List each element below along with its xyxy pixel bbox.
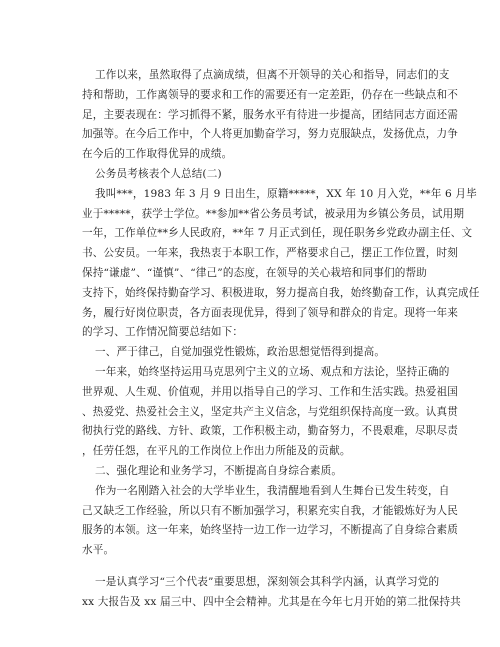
paragraph-gap [82, 561, 420, 573]
text-line: 工作以来，虽然取得了点滴成绩，但离不开领导的关心和指导，同志们的支 [95, 69, 450, 81]
text-line: 一年来，始终坚持运用马克思列宁主义的立场、观点和方法论，坚持正确的 [95, 365, 450, 378]
text-line: 世界观、人生观、价值观，并用以指导自己的学习、工作和生活实践。热爱祖国 [82, 385, 459, 398]
document-body [82, 66, 480, 613]
text-line: 在今后的工作取得优异的成绩。 [82, 148, 233, 161]
text-line: 支持下，始终保持勤奋学习、积极进取，努力提高自我，始终勤奋工作，认真完成任 [82, 286, 480, 299]
text-line: 公务员考核表个人总结(二) [95, 167, 222, 180]
text-line: 加强等。在今后工作中，个人将更加勤奋学习，努力克服缺点，发扬优点，力争 [82, 128, 459, 141]
text-line: xx 大报告及 xx 届三中、四中全会精神。尤其是在今年七月开始的第二批保持共 [82, 595, 461, 608]
text-line: 业于*****，获学士学位。**参加**省公务员考试，被录用为乡镇公务员，试用期 [82, 207, 465, 220]
text-line: 、热爱党、热爱社会主义，坚定共产主义信念，与党组织保持高度一致。认真贯 [82, 405, 459, 418]
text-line: 一是认真学习“三个代表”重要思想，深刻领会其科学内涵，认真学习党的 [95, 575, 440, 588]
text-line: 书、公安员。一年来，我热衷于本职工作，严格要求自己，摆正工作位置，时刻 [82, 247, 459, 260]
text-line: 一年，工作单位**乡人民政府，**年 7 月正式到任，现任职务乡党政办副主任、文 [82, 227, 473, 240]
text-line: 一、严于律己，自觉加强党性锻炼，政治思想觉悟得到提高。 [95, 346, 386, 359]
text-line: 保持“谦虚”、“谨慎”、“律己”的态度，在领导的关心栽培和同事们的帮助 [82, 266, 427, 279]
text-line: 服务的本领。这一年来，始终坚持一边工作一边学习，不断提高了自身综合素质 [82, 524, 459, 537]
text-line: 足，主要表现在：学习抓得不紧，服务水平有待进一步提高，团结同志方面还需 [82, 108, 459, 121]
text-line: 我叫***，1983 年 3 月 9 日出生，原籍*****，XX 年 10 月入党，**年 6 月毕 [95, 187, 477, 200]
text-line: 作为一名刚踏入社会的大学毕业生，我清醒地看到人生舞台已发生转变，自 [95, 484, 450, 497]
text-line: 务，履行好岗位职责，各方面表现优异，得到了领导和群众的肯定。现将一年来 [82, 306, 459, 319]
text-line: 二、强化理论和业务学习，不断提高自身综合素质。 [95, 464, 343, 477]
text-line: 水平。 [82, 544, 115, 557]
text-line: 彻执行党的路线、方针、政策，工作积极主动，勤奋努力，不畏艰难，尽职尽责 [82, 425, 459, 438]
text-line: 持和帮助，工作离领导的要求和工作的需要还有一定差距，仍存在一些缺点和不 [82, 88, 459, 101]
text-line: ，任劳任怨，在平凡的工作岗位上作出力所能及的贡献。 [82, 445, 351, 458]
text-line: 己又缺乏工作经验，所以只有不断加强学习，积累充实自我，才能锻炼好为人民 [82, 504, 459, 517]
text-line: 的学习、工作情况简要总结如下： [82, 326, 244, 339]
